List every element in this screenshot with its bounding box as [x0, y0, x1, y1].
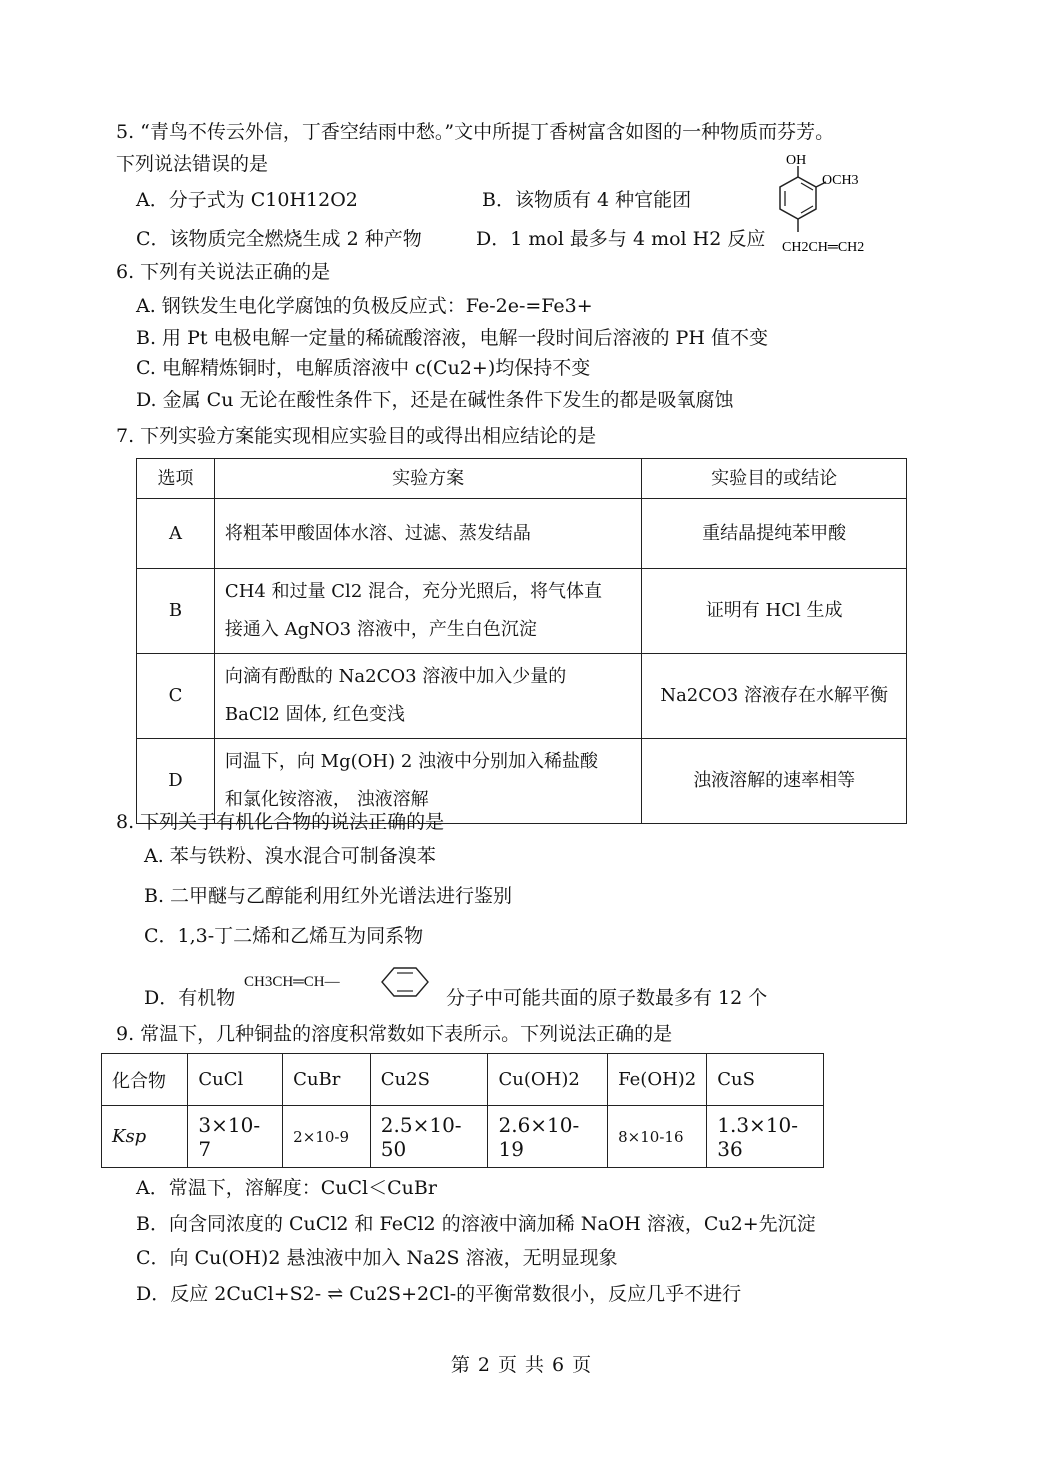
ksp-value: 2×10-9	[283, 1106, 371, 1168]
header-plan: 实验方案	[214, 459, 641, 499]
q6-option-d: D. 金属 Cu 无论在酸性条件下，还是在碱性条件下发生的都是吸氧腐蚀	[136, 389, 734, 411]
row-plan-line2: 和氯化铵溶液， 浊液溶解	[224, 789, 429, 810]
header-option: 选项	[137, 459, 215, 499]
oh-label: OH	[786, 153, 807, 168]
q8-option-c: C．1,3-丁二烯和乙烯互为同系物	[144, 925, 424, 947]
row-result: 浊液溶解的速率相等	[642, 739, 907, 824]
row-plan: 将粗苯甲酸固体水溶、过滤、蒸发结晶	[214, 499, 641, 569]
ksp-value: 2.5×10-50	[370, 1106, 488, 1168]
q9-option-d: D．反应 2CuCl+S2- ⇌ Cu2S+2Cl-的平衡常数很小，反应几乎不进行	[136, 1283, 742, 1305]
row-option: A	[137, 499, 215, 569]
ksp-header: Ksp	[102, 1106, 188, 1168]
row-option: B	[137, 569, 215, 654]
q9-option-c: C．向 Cu(OH)2 悬浊液中加入 Na2S 溶液，无明显现象	[136, 1247, 618, 1269]
table-row	[137, 499, 907, 569]
row-option: C	[137, 654, 215, 739]
q8-option-a: A. 苯与铁粉、溴水混合可制备溴苯	[144, 845, 436, 867]
q5-stem-line1: 5. “青鸟不传云外信，丁香空结雨中愁。”文中所提丁香树富含如图的一种物质而芬芳。	[116, 121, 835, 143]
compound-header: 化合物	[102, 1054, 188, 1106]
q5-option-b: B．该物质有 4 种官能团	[482, 189, 692, 211]
compound-cell: CuBr	[283, 1054, 371, 1106]
q8-option-d-prefix: D．有机物	[144, 987, 236, 1009]
row-plan	[214, 569, 641, 654]
row-plan-line1: CH4 和过量 Cl2 混合，充分光照后，将气体直	[224, 581, 602, 602]
q5-option-a: A．分子式为 C10H12O2	[136, 189, 358, 211]
q9-ksp-table	[101, 1053, 824, 1168]
ksp-value: 1.3×10-36	[707, 1106, 824, 1168]
page-number: 第 2 页 共 6 页	[450, 1354, 593, 1376]
row-plan-line1: 同温下，向 Mg(OH) 2 浊液中分别加入稀盐酸	[224, 751, 598, 772]
table-row	[102, 1106, 824, 1168]
row-plan-line2: BaCl2 固体, 红色变浅	[224, 704, 406, 725]
q9-option-a: A．常温下，溶解度：CuCl＜CuBr	[136, 1177, 437, 1199]
table-header-row	[137, 459, 907, 499]
row-option: D	[137, 739, 215, 824]
benzene-ring-icon	[370, 962, 440, 1006]
compound-cell: Fe(OH)2	[608, 1054, 707, 1106]
ksp-value: 8×10-16	[608, 1106, 707, 1168]
compound-cell: Cu2S	[370, 1054, 488, 1106]
table-row	[137, 569, 907, 654]
row-plan-line1: 向滴有酚酞的 Na2CO3 溶液中加入少量的	[224, 666, 567, 687]
table-row	[102, 1054, 824, 1106]
ksp-value: 3×10-7	[188, 1106, 283, 1168]
row-result: 重结晶提纯苯甲酸	[642, 499, 907, 569]
compound-cell: CuS	[707, 1054, 824, 1106]
q8-option-b: B. 二甲醚与乙醇能利用红外光谱法进行鉴别	[144, 885, 513, 907]
q8-stem: 8. 下列关于有机化合物的说法正确的是	[116, 811, 445, 833]
q7-stem: 7. 下列实验方案能实现相应实验目的或得出相应结论的是	[116, 425, 597, 447]
q7-table	[136, 458, 907, 824]
q6-option-b: B. 用 Pt 电极电解一定量的稀硫酸溶液，电解一段时间后溶液的 PH 值不变	[136, 327, 768, 349]
row-plan	[214, 654, 641, 739]
q6-option-c: C. 电解精炼铜时，电解质溶液中 c(Cu2+)均保持不变	[136, 357, 591, 379]
compound-cell: Cu(OH)2	[488, 1054, 608, 1106]
q9-stem: 9. 常温下，几种铜盐的溶度积常数如下表所示。下列说法正确的是	[116, 1023, 673, 1045]
eugenol-structure	[768, 152, 908, 262]
row-plan-line2: 接通入 AgNO3 溶液中，产生白色沉淀	[224, 619, 537, 640]
propenylbenzene-structure	[244, 962, 440, 1006]
benzene-ring-icon	[768, 152, 908, 262]
q5-option-d: D．1 mol 最多与 4 mol H2 反应	[476, 228, 766, 250]
ksp-value: 2.6×10-19	[488, 1106, 608, 1168]
q9-option-b: B．向含同浓度的 CuCl2 和 FeCl2 的溶液中滴加稀 NaOH 溶液，Cu2+先沉淀	[136, 1213, 816, 1235]
q8-option-d-suffix: 分子中可能共面的原子数最多有 12 个	[446, 987, 768, 1009]
q5-stem-line2: 下列说法错误的是	[116, 153, 269, 175]
allyl-label: CH2CH═CH2	[782, 240, 865, 255]
propenyl-label: CH3CH═CH—	[244, 974, 340, 990]
table-row	[137, 654, 907, 739]
row-result: Na2CO3 溶液存在水解平衡	[642, 654, 907, 739]
q6-option-a: A. 钢铁发生电化学腐蚀的负极反应式：Fe-2e-=Fe3+	[136, 295, 593, 317]
compound-cell: CuCl	[188, 1054, 283, 1106]
q5-option-c: C．该物质完全燃烧生成 2 种产物	[136, 228, 422, 250]
q6-stem: 6. 下列有关说法正确的是	[116, 261, 331, 283]
row-result: 证明有 HCl 生成	[642, 569, 907, 654]
och3-label: OCH3	[822, 173, 859, 188]
header-result: 实验目的或结论	[642, 459, 907, 499]
